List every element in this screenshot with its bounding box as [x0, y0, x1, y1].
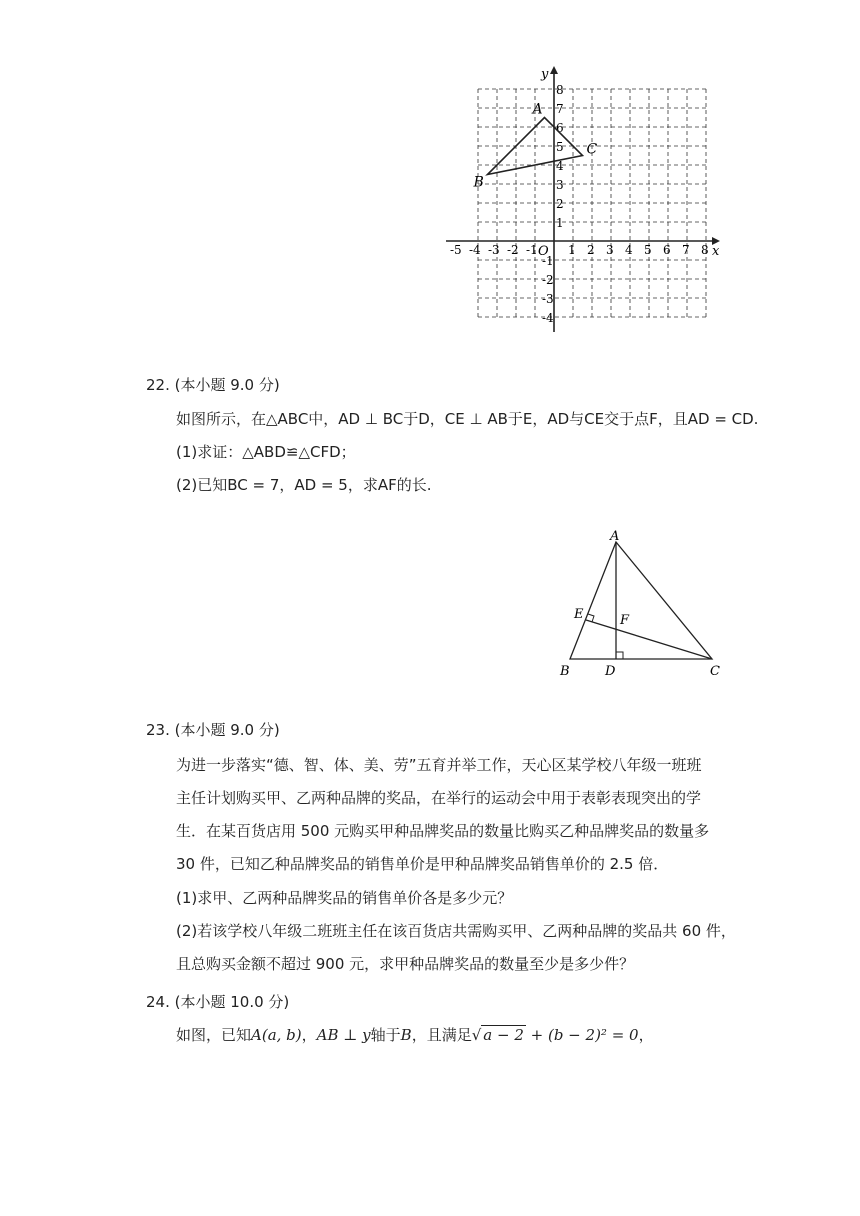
y-tick-label: 3 — [556, 178, 564, 192]
q24-sep-2: 轴于 — [370, 1026, 401, 1044]
q22-stem: 如图所示，在△ABC中，AD ⊥ BC于D，CE ⊥ AB于E，AD与CE交于点F，且AD = CD. — [176, 410, 759, 428]
axes — [446, 66, 720, 332]
q24-end: ， — [638, 1026, 654, 1044]
x-axis-label: x — [712, 244, 720, 259]
q24-stem-prefix: 如图，已知 — [176, 1026, 252, 1044]
label-c: C — [710, 664, 720, 679]
y-axis-arrow — [550, 66, 558, 74]
q23-line-6: (2)若该学校八年级二班班主任在该百货店共需购买甲、乙两种品牌的奖品共 60 件， — [176, 922, 736, 940]
vertex-label-b: B — [473, 174, 484, 191]
x-tick-label: 2 — [587, 243, 595, 257]
label-f: F — [620, 613, 630, 628]
q24-sep-3: ，且满足 — [411, 1026, 472, 1044]
q23-line-4: 30 件，已知乙种品牌奖品的销售单价是甲种品牌奖品销售单价的 2.5 倍． — [176, 855, 669, 873]
q22-triangle-figure — [550, 528, 730, 680]
q24-point: A(a, b) — [251, 1026, 302, 1044]
q23-heading: 23. (本小题 9.0 分) — [146, 721, 280, 739]
y-tick-label: -1 — [542, 254, 554, 268]
x-tick-label: 8 — [701, 243, 709, 257]
q24-foot: B — [400, 1026, 412, 1044]
q23-line-1: 为进一步落实“德、智、体、美、劳”五育并举工作，天心区某学校八年级一班班 — [176, 756, 702, 774]
x-tick-label: -2 — [507, 243, 519, 257]
q24-sep-1: ， — [301, 1026, 317, 1044]
x-tick-label: 7 — [682, 243, 690, 257]
q24-square: + (b − 2)² = 0 — [525, 1026, 639, 1044]
q24-radicand: a − 2 — [483, 1026, 524, 1044]
label-b: B — [560, 664, 570, 679]
q23-line-2: 主任计划购买甲、乙两种品牌的奖品，在举行的运动会中用于表彰表现突出的学 — [176, 789, 702, 807]
grid-lines — [478, 89, 706, 317]
y-tick-label: 8 — [556, 83, 564, 97]
vertex-label-c: C — [586, 141, 598, 158]
x-tick-label: 1 — [568, 243, 576, 257]
y-tick-label: 2 — [556, 197, 564, 211]
y-tick-label: -3 — [542, 292, 554, 306]
label-e: E — [574, 607, 584, 622]
y-tick-label: 6 — [556, 121, 564, 135]
x-tick-label: -3 — [488, 243, 500, 257]
q23-line-5: (1)求甲、乙两种品牌奖品的销售单价各是多少元？ — [176, 889, 513, 907]
x-tick-label: -1 — [526, 243, 538, 257]
q22-part2: (2)已知BC = 7，AD = 5，求AF的长. — [176, 476, 432, 494]
y-tick-label: 5 — [556, 140, 564, 154]
x-tick-label: -5 — [450, 243, 462, 257]
q22-part1: (1)求证：△ABD≌△CFD； — [176, 443, 356, 461]
altitude-ce — [586, 620, 712, 659]
y-tick-label: 7 — [556, 102, 564, 116]
right-angle-d — [616, 652, 623, 659]
x-tick-label: 4 — [625, 243, 633, 257]
tick-labels — [450, 83, 709, 325]
y-tick-label: -4 — [542, 311, 554, 325]
y-tick-label: 1 — [556, 216, 564, 230]
coordinate-grid-figure — [440, 64, 730, 336]
q23-line-3: 生．在某百货店用 500 元购买甲种品牌奖品的数量比购买乙种品牌奖品的数量多 — [176, 822, 710, 840]
label-a: A — [610, 529, 620, 544]
x-tick-label: 6 — [663, 243, 671, 257]
q23-line-7: 且总购买金额不超过 900 元，求甲种品牌奖品的数量至少是多少件？ — [176, 955, 635, 973]
q24-sqrt-sign: √ — [471, 1026, 482, 1044]
q22-heading: 22. (本小题 9.0 分) — [146, 376, 280, 394]
triangle-abc-outline — [570, 542, 712, 659]
y-axis-label: y — [541, 67, 549, 82]
q24-heading: 24. (本小题 10.0 分) — [146, 993, 290, 1011]
vertex-label-a: A — [532, 101, 543, 118]
x-tick-label: -4 — [469, 243, 481, 257]
x-tick-label: 5 — [644, 243, 652, 257]
origin-label: O — [538, 244, 549, 259]
q24-perp: AB ⊥ y — [316, 1026, 371, 1044]
y-tick-label: -2 — [542, 273, 554, 287]
x-tick-label: 3 — [606, 243, 614, 257]
y-tick-label: 4 — [556, 159, 564, 173]
label-d: D — [605, 664, 616, 679]
q24-stem — [176, 1024, 654, 1045]
